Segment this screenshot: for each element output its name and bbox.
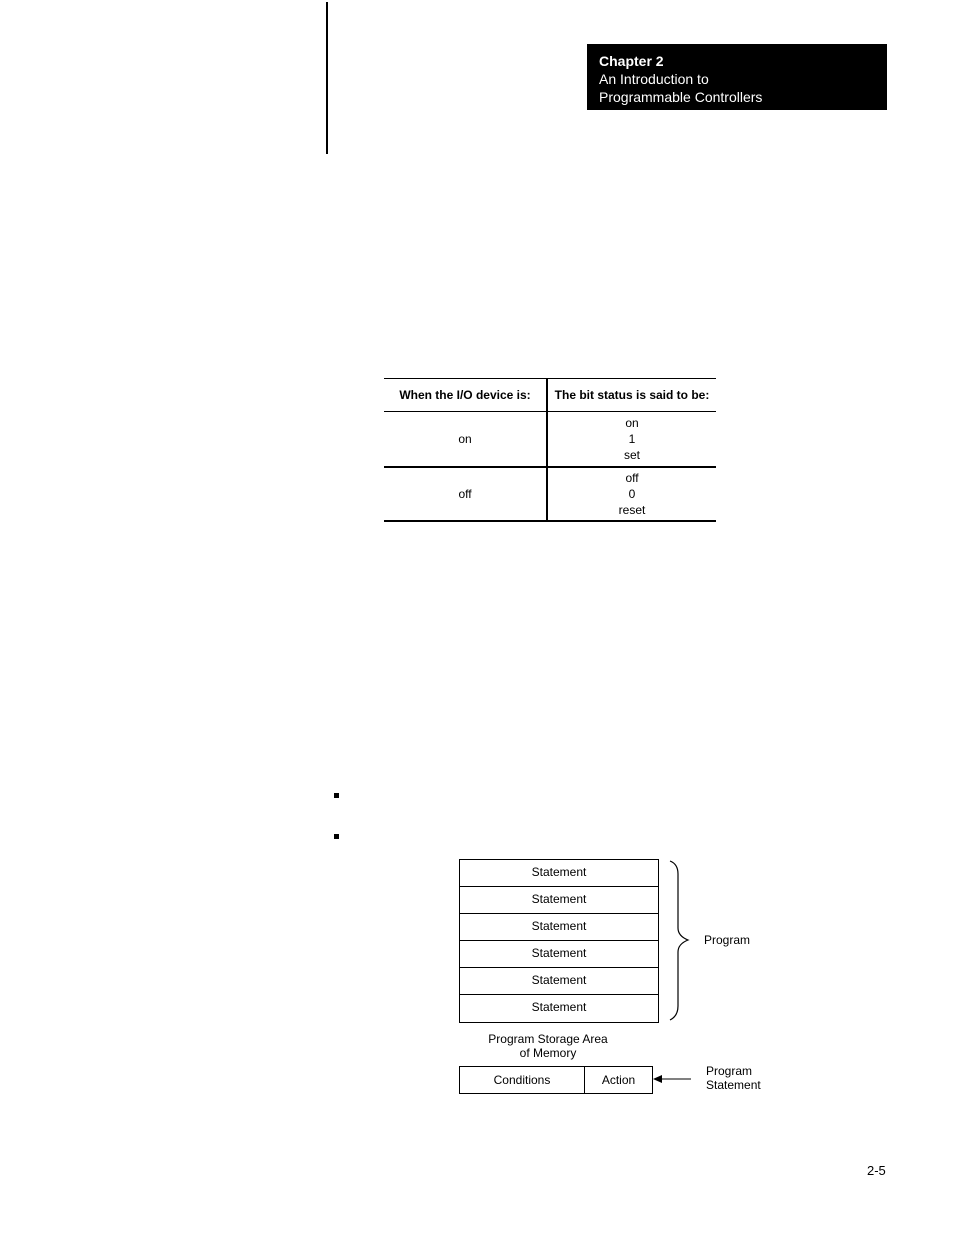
statement-block: Statement xyxy=(460,941,658,968)
statement-block: Statement xyxy=(460,887,658,914)
storage-label-line1: Program Storage Area xyxy=(488,1032,608,1046)
bullet-marker xyxy=(334,793,339,798)
curly-brace-icon xyxy=(668,860,692,1022)
status-bit: 0 xyxy=(628,487,636,501)
program-statement-box xyxy=(459,1066,653,1094)
statement-block: Statement xyxy=(460,968,658,995)
page-number: 2-5 xyxy=(867,1163,886,1178)
program-statement-line2: Statement xyxy=(706,1078,761,1092)
statement-block: Statement xyxy=(460,914,658,941)
device-state-cell: on xyxy=(384,412,547,468)
bit-status-cell xyxy=(547,467,716,521)
arrow-left-icon xyxy=(653,1073,693,1085)
status-term: reset xyxy=(618,503,646,517)
status-word: on xyxy=(625,416,639,430)
status-word: off xyxy=(625,471,639,485)
status-bit: 1 xyxy=(628,432,636,446)
storage-area-label xyxy=(459,1032,637,1060)
conditions-cell: Conditions xyxy=(460,1067,585,1093)
device-state-cell: off xyxy=(384,467,547,521)
status-term: set xyxy=(623,448,640,462)
chapter-title-line2: Programmable Controllers xyxy=(599,89,763,105)
bit-status-table xyxy=(384,378,716,522)
chapter-title-line1: An Introduction to xyxy=(599,71,709,87)
table-header-row xyxy=(384,379,716,412)
table-row xyxy=(384,412,716,468)
bit-status-cell xyxy=(547,412,716,468)
chapter-header xyxy=(587,44,887,110)
program-label: Program xyxy=(704,933,751,947)
table-header-device: When the I/O device is: xyxy=(384,379,547,412)
table-row xyxy=(384,467,716,521)
margin-rule xyxy=(326,2,328,154)
statement-block: Statement xyxy=(531,1000,587,1014)
statement-block: Statement xyxy=(460,860,658,887)
table-header-status: The bit status is said to be: xyxy=(547,379,716,412)
program-statement-line1: Program xyxy=(706,1064,753,1078)
storage-label-line2: of Memory xyxy=(519,1046,577,1060)
chapter-number: Chapter 2 xyxy=(599,53,664,69)
action-cell: Action xyxy=(601,1073,636,1087)
program-storage-diagram xyxy=(459,859,659,1023)
bullet-marker xyxy=(334,834,339,839)
program-statement-label xyxy=(706,1064,761,1092)
